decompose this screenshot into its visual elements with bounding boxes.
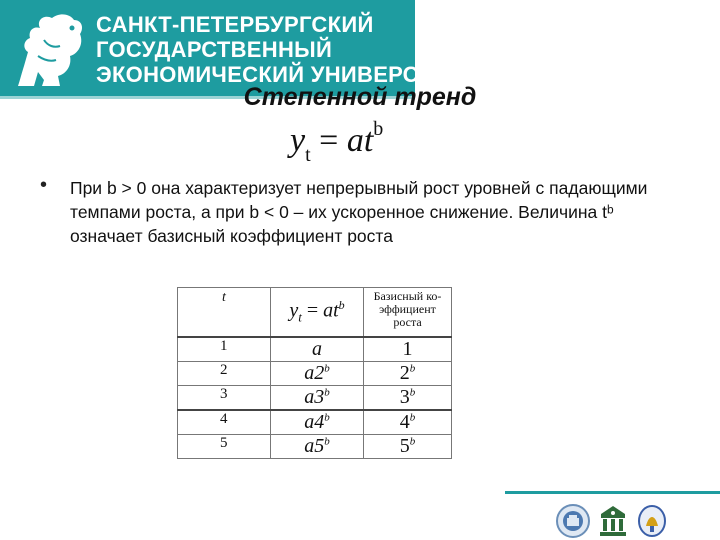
cell-growth xyxy=(364,337,452,362)
table-row xyxy=(178,337,452,362)
formula-equals: = xyxy=(319,122,339,159)
bullet-dot-icon: • xyxy=(40,174,48,196)
cell-y-value: a4 xyxy=(304,411,325,433)
cell-y xyxy=(271,362,364,386)
university-name xyxy=(96,12,477,87)
footer-line xyxy=(505,491,720,494)
cell-growth xyxy=(364,362,452,386)
cell-t: 5 xyxy=(178,435,271,459)
cell-growth-exponent: b xyxy=(409,362,416,375)
header-y-sup: b xyxy=(338,298,345,313)
cell-y-value: a xyxy=(312,338,322,360)
cell-growth xyxy=(364,386,452,411)
slide-title: Степенной тренд xyxy=(243,83,477,111)
cell-t: 4 xyxy=(178,410,271,435)
header-t: t xyxy=(178,288,271,338)
cell-growth xyxy=(364,435,452,459)
cell-y xyxy=(271,435,364,459)
cell-y-exponent: b xyxy=(324,435,330,448)
cell-growth-value: 2 xyxy=(399,362,410,384)
header-y xyxy=(271,288,364,338)
bullet-text: При b > 0 она характеризует непрерывный рост уровней с падающими темпами роста, а при b < 0 – их ускоренное снижение. Величина tᵇ означает базисный коэффициент роста xyxy=(70,178,648,246)
cell-y-exponent: b xyxy=(324,362,330,375)
cell-growth-value: 3 xyxy=(399,386,410,408)
formula-rhs-sup: b xyxy=(373,118,384,140)
university-name-line-2: ГОСУДАРСТВЕННЫЙ xyxy=(96,37,333,62)
cell-growth-exponent: b xyxy=(409,435,416,448)
header-y-lhs: y xyxy=(289,299,299,322)
formula-lhs: y xyxy=(290,122,306,159)
table-header-row xyxy=(178,288,452,338)
cell-growth xyxy=(364,410,452,435)
cell-y xyxy=(271,410,364,435)
trend-table xyxy=(177,287,452,459)
header-coef-line-2: эффициент xyxy=(379,302,436,316)
cell-y-value: a2 xyxy=(304,362,325,384)
cell-growth-value: 1 xyxy=(402,338,413,360)
header-y-rhs: at xyxy=(323,299,339,322)
cell-y-exponent: b xyxy=(324,411,330,424)
round-emblem-icon xyxy=(637,504,667,538)
cell-y-value: a5 xyxy=(304,435,325,457)
cell-growth-value: 5 xyxy=(399,435,410,457)
cell-y-value: a3 xyxy=(304,386,325,408)
griffin-logo-icon xyxy=(14,10,90,90)
header-y-sub: t xyxy=(298,309,302,325)
cell-y xyxy=(271,386,364,411)
formula-rhs: at xyxy=(346,122,374,159)
cell-t: 1 xyxy=(178,337,271,362)
cell-t: 3 xyxy=(178,386,271,411)
university-name-line-3: ЭКОНОМИЧЕСКИЙ УНИВЕРСИТЕТ xyxy=(96,62,478,87)
university-seal-icon xyxy=(556,504,590,538)
header-coefficient xyxy=(364,288,452,338)
building-emblem-icon xyxy=(597,504,629,538)
cell-y xyxy=(271,337,364,362)
table-row xyxy=(178,435,452,459)
cell-t: 2 xyxy=(178,362,271,386)
cell-growth-value: 4 xyxy=(399,411,410,433)
cell-growth-exponent: b xyxy=(409,411,416,424)
formula-lhs-sub: t xyxy=(305,144,311,166)
formula xyxy=(290,118,383,167)
header-coef-line-1: Базисный ко- xyxy=(373,289,442,303)
table-row xyxy=(178,386,452,411)
header-y-eq: = xyxy=(301,299,324,322)
header-coef-line-3: роста xyxy=(393,315,422,329)
table-row xyxy=(178,362,452,386)
cell-growth-exponent: b xyxy=(409,386,416,399)
cell-y-exponent: b xyxy=(324,386,330,399)
table-row xyxy=(178,410,452,435)
university-name-line-1: САНКТ-ПЕТЕРБУРГСКИЙ xyxy=(96,12,374,37)
